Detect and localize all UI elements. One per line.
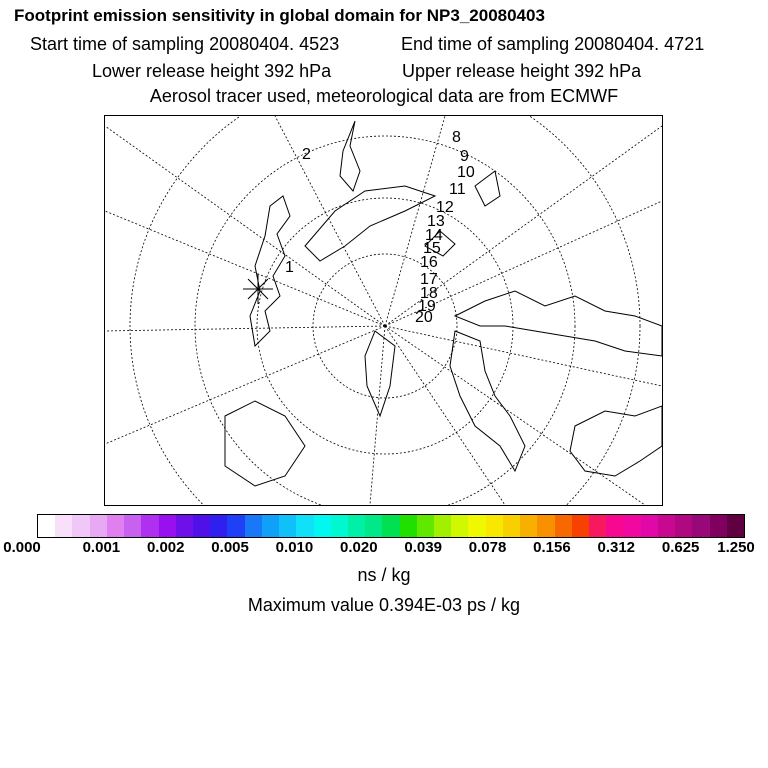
meridian-line: [370, 326, 385, 505]
colorbar-swatch: [727, 515, 744, 537]
colorbar-swatch: [520, 515, 537, 537]
trajectory-label: 14: [425, 227, 443, 244]
colorbar-tick-label: 0.312: [597, 539, 636, 556]
maximum-value-label: Maximum value 0.394E-03 ps / kg: [247, 595, 521, 615]
coastline-alaska: [305, 186, 435, 261]
latitude-circle: [195, 136, 575, 505]
colorbar-swatch: [623, 515, 640, 537]
polar-map: [104, 115, 663, 506]
meridian-line: [385, 326, 505, 505]
map-canvas: [105, 116, 662, 505]
colorbar-swatch: [38, 515, 55, 537]
colorbar-tick-label: 0.010: [275, 539, 314, 556]
colorbar-swatch: [72, 515, 89, 537]
colorbar-swatch: [176, 515, 193, 537]
colorbar-swatch: [365, 515, 382, 537]
coastline-scandinavia: [450, 331, 525, 471]
coastline-island: [475, 171, 500, 206]
colorbar: [37, 514, 745, 538]
colorbar-tick-label: 0.039: [404, 539, 442, 556]
lower-release-height-label: Lower release height 392 hPa: [92, 61, 332, 81]
coastline-siberia: [455, 291, 662, 356]
colorbar-swatch: [348, 515, 365, 537]
colorbar-swatch: [314, 515, 331, 537]
colorbar-swatch: [245, 515, 262, 537]
colorbar-swatch: [141, 515, 158, 537]
graticule: [105, 116, 662, 505]
colorbar-swatch: [710, 515, 727, 537]
trajectory-label: 17: [420, 271, 438, 288]
colorbar-swatch: [606, 515, 623, 537]
colorbar-swatch: [331, 515, 348, 537]
coastlines: [225, 121, 662, 486]
colorbar-swatch: [124, 515, 141, 537]
trajectory-label: 10: [457, 164, 475, 181]
meridian-line: [105, 326, 385, 331]
trajectory-label: 19: [418, 298, 436, 315]
trajectory-label: 12: [436, 199, 454, 216]
colorbar-tick-label: 0.020: [340, 539, 378, 556]
meridian-line: [105, 211, 385, 326]
tracer-info-label: Aerosol tracer used, meteorological data are from ECMWF: [149, 86, 619, 106]
trajectory-label: 1: [285, 259, 294, 276]
colorbar-tick-label: 0.005: [211, 539, 249, 556]
colorbar-swatch: [382, 515, 399, 537]
colorbar-swatch: [279, 515, 296, 537]
colorbar-swatch: [503, 515, 520, 537]
trajectory-label: 2: [302, 146, 311, 163]
colorbar-tick-label: 0.001: [82, 539, 121, 556]
colorbar-swatch: [434, 515, 451, 537]
trajectory-label: 13: [427, 213, 445, 230]
coastline-greenland: [365, 331, 395, 416]
colorbar-swatch: [486, 515, 503, 537]
colorbar-swatch: [675, 515, 692, 537]
colorbar-swatch: [537, 515, 554, 537]
colorbar-swatch: [262, 515, 279, 537]
colorbar-tick-label: 0.156: [533, 539, 571, 556]
colorbar-swatch: [159, 515, 176, 537]
trajectory-label: 9: [460, 148, 469, 165]
latitude-circle: [130, 116, 640, 505]
end-time-label: End time of sampling 20080404. 4721: [401, 34, 705, 54]
upper-release-height-label: Upper release height 392 hPa: [402, 61, 642, 81]
colorbar-swatch: [90, 515, 107, 537]
colorbar-tick-label: 0.625: [661, 539, 700, 556]
meridian-line: [105, 126, 385, 326]
trajectory-label: 18: [420, 285, 438, 302]
colorbar-swatch: [210, 515, 227, 537]
meridian-line: [385, 326, 662, 386]
colorbar-swatch: [572, 515, 589, 537]
colorbar-swatch: [658, 515, 675, 537]
coastline-europe: [570, 406, 662, 476]
colorbar-tick-label: 1.250: [717, 539, 755, 556]
plot-title: Footprint emission sensitivity in global domain for NP3_20080403: [14, 6, 545, 25]
coastline-kamchatka: [340, 121, 360, 191]
colorbar-swatch: [417, 515, 434, 537]
colorbar-swatch: [555, 515, 572, 537]
colorbar-tick-label: 0.000: [3, 539, 41, 556]
colorbar-swatch: [296, 515, 313, 537]
coastline-canada: [250, 196, 290, 346]
trajectory-label: 11: [449, 181, 466, 198]
colorbar-tick-label: 0.002: [146, 539, 185, 556]
trajectory-label: 15: [423, 240, 441, 257]
meridian-line: [275, 116, 385, 326]
colorbar-unit-label: ns / kg: [357, 565, 411, 585]
colorbar-swatch: [193, 515, 210, 537]
colorbar-swatch: [468, 515, 485, 537]
trajectory-label: 16: [420, 254, 438, 271]
colorbar-swatch: [589, 515, 606, 537]
colorbar-swatch: [400, 515, 417, 537]
meridian-line: [385, 326, 645, 505]
colorbar-swatch: [451, 515, 468, 537]
start-time-label: Start time of sampling 20080404. 4523: [30, 34, 340, 54]
colorbar-swatch: [55, 515, 72, 537]
trajectory-label: 8: [452, 129, 461, 146]
meridian-line: [105, 326, 385, 444]
colorbar-tick-label: 0.078: [468, 539, 507, 556]
colorbar-swatch: [641, 515, 658, 537]
colorbar-swatch: [107, 515, 124, 537]
colorbar-swatch: [227, 515, 244, 537]
trajectory-label: 20: [415, 309, 433, 326]
colorbar-swatch: [692, 515, 709, 537]
